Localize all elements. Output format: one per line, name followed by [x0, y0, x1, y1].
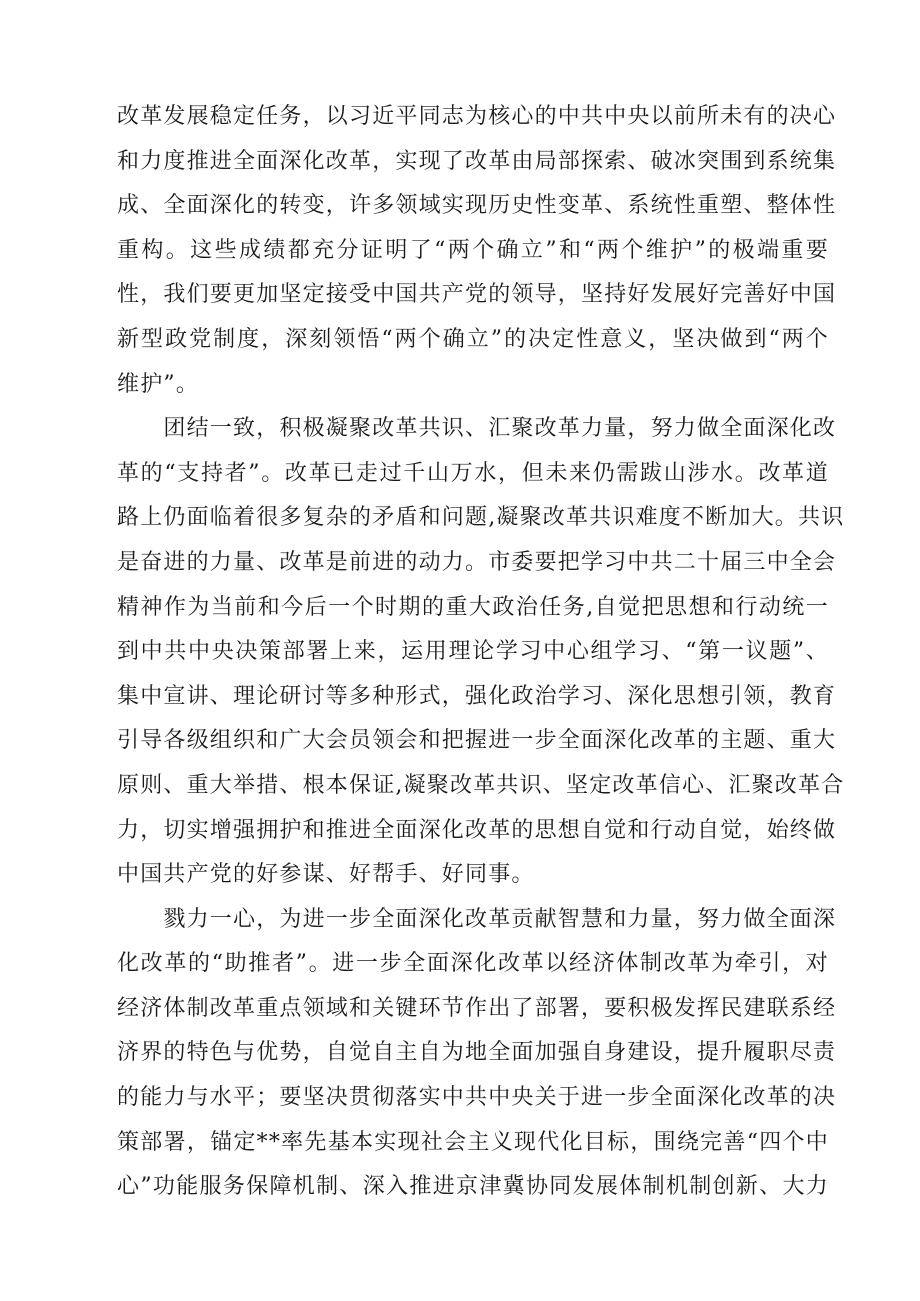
text-line: 是奋进的力量、改革是前进的动力。市委要把学习中共二十届三中全会 [117, 549, 837, 575]
text-line: 和力度推进全面深化改革，实现了改革由局部探索、破冰突围到系统集 [117, 148, 837, 174]
text-line: 济界的特色与优势，自觉自主自为地全面加强自身建设，提升履职尽责 [117, 1040, 837, 1066]
document-body [117, 95, 845, 1210]
text-line: 中国共产党的好参谋、好帮手、好同事。 [117, 862, 535, 888]
text-line: 化改革的“助推者”。进一步全面深化改革以经济体制改革为牵引，对 [117, 951, 829, 977]
text-line: 到中共中央决策部署上来，运用理论学习中心组学习、“第一议题”、 [117, 639, 829, 665]
text-line: 原则、重大举措、根本保证,凝聚改革共识、坚定改革信心、汇聚改革合 [117, 772, 845, 798]
text-line: 戮力一心，为进一步全面深化改革贡献智慧和力量，努力做全面深 [117, 906, 837, 932]
text-line: 的能力与水平；要坚决贯彻落实中共中央关于进一步全面深化改革的决 [117, 1085, 837, 1111]
text-line: 引导各级组织和广大会员领会和把握进一步全面深化改革的主题、重大 [117, 728, 837, 754]
text-line: 经济体制改革重点领域和关键环节作出了部署，要积极发挥民建联系经 [117, 995, 837, 1021]
text-line: 策部署，锚定**率先基本实现社会主义现代化目标，围绕完善“四个中 [117, 1129, 829, 1155]
text-line: 力，切实增强拥护和推进全面深化改革的思想自觉和行动自觉，始终做 [117, 817, 837, 843]
text-line: 性，我们要更加坚定接受中国共产党的领导，坚持好发展好完善好中国 [117, 282, 837, 308]
text-line: 心”功能服务保障机制、深入推进京津冀协同发展体制机制创新、大力 [117, 1174, 829, 1200]
text-line: 重构。这些成绩都充分证明了“两个确立”和“两个维护”的极端重要 [117, 237, 829, 263]
text-line: 团结一致，积极凝聚改革共识、汇聚改革力量，努力做全面深化改 [117, 416, 837, 442]
text-line: 维护”。 [117, 371, 200, 397]
text-line: 成、全面深化的转变，许多领域实现历史性变革、系统性重塑、整体性 [117, 193, 837, 219]
text-line: 精神作为当前和今后一个时期的重大政治任务,自觉把思想和行动统一 [117, 594, 829, 620]
text-line: 路上仍面临着很多复杂的矛盾和问题,凝聚改革共识难度不断加大。共识 [117, 505, 845, 531]
text-line: 新型政党制度，深刻领悟“两个确立”的决定性意义，坚决做到“两个 [117, 326, 829, 352]
text-line: 改革发展稳定任务，以习近平同志为核心的中共中央以前所未有的决心 [117, 104, 837, 129]
text-line: 集中宣讲、理论研讨等多种形式，强化政治学习、深化思想引领，教育 [117, 683, 837, 709]
text-line: 革的“支持者”。改革已走过千山万水，但未来仍需跋山涉水。改革道 [117, 460, 829, 486]
